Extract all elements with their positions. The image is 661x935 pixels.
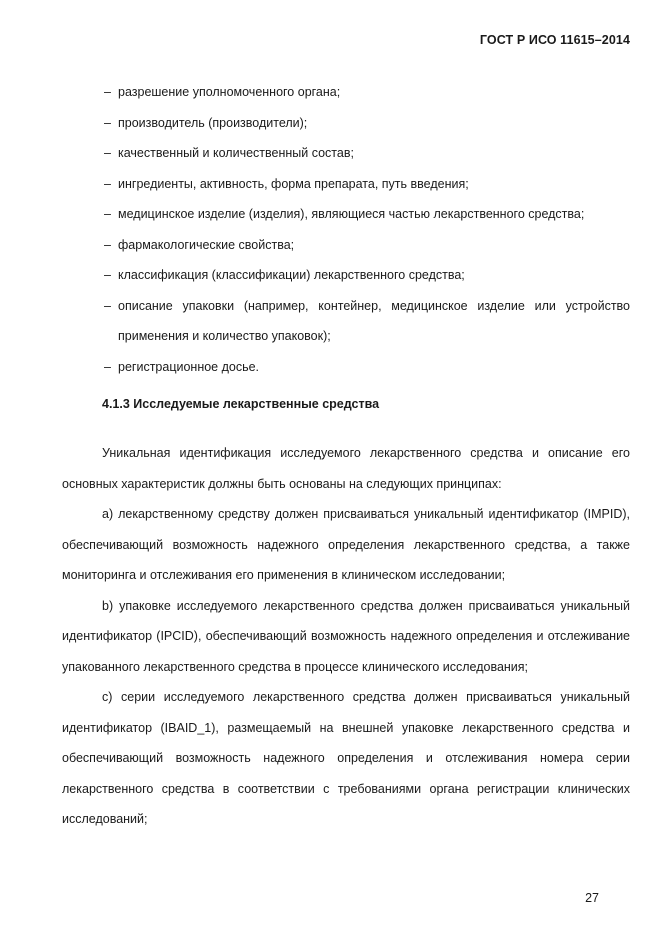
bullet-item: – разрешение уполномоченного органа; — [104, 77, 630, 108]
paragraph: b) упаковке исследуемого лекарственного средства должен присваиваться уникальный идентификатор (IPCID), обеспечивающий возможность надежного определения и отслеживание упакованного лекарственного средства в процессе клинического исследования; — [62, 598, 630, 674]
bullet-item: – фармакологические свойства; — [104, 230, 630, 261]
bullet-item: – классификация (классификации) лекарственного средства; — [104, 260, 630, 291]
bullet-item: – производитель (производители); — [104, 108, 630, 139]
bullet-item: – медицинское изделие (изделия), являющиеся частью лекарственного средства; — [104, 199, 630, 230]
bullet-item: – качественный и количественный состав; — [104, 138, 630, 169]
paragraph: с) серии исследуемого лекарственного средства должен присваиваться уникальный идентификатор (IBAID_1), размещаемый на внешней упаковке лекарственного средства и обеспечивающий возможность надежного определения и отслеживания номера серии лекарственного средства в соответствии с требованиями органа регистрации клинических исследований; — [62, 690, 630, 826]
standard-header: ГОСТ Р ИСО 11615–2014 — [479, 33, 630, 47]
bullet-item: – ингредиенты, активность, форма препарата, путь введения; — [104, 169, 630, 200]
paragraph: Уникальная идентификация исследуемого лекарственного средства и описание его основных характеристик должны быть основаны на следующих принципах: — [62, 446, 630, 491]
paragraph: а) лекарственному средству должен присваиваться уникальный идентификатор (IMPID), обеспечивающий возможность надежного определения лекарственного средства, а также мониторинга и отслеживания его применения в клиническом исследовании; — [62, 507, 630, 582]
section-heading: 4.1.3 Исследуемые лекарственные средства — [102, 397, 380, 411]
body-text — [62, 438, 630, 835]
bullet-list — [104, 77, 630, 382]
bullet-item: – описание упаковки (например, контейнер, медицинское изделие или устройство применения и количество упаковок); — [104, 291, 630, 352]
page-number: 27 — [585, 891, 599, 905]
bullet-item: – регистрационное досье. — [104, 352, 630, 383]
